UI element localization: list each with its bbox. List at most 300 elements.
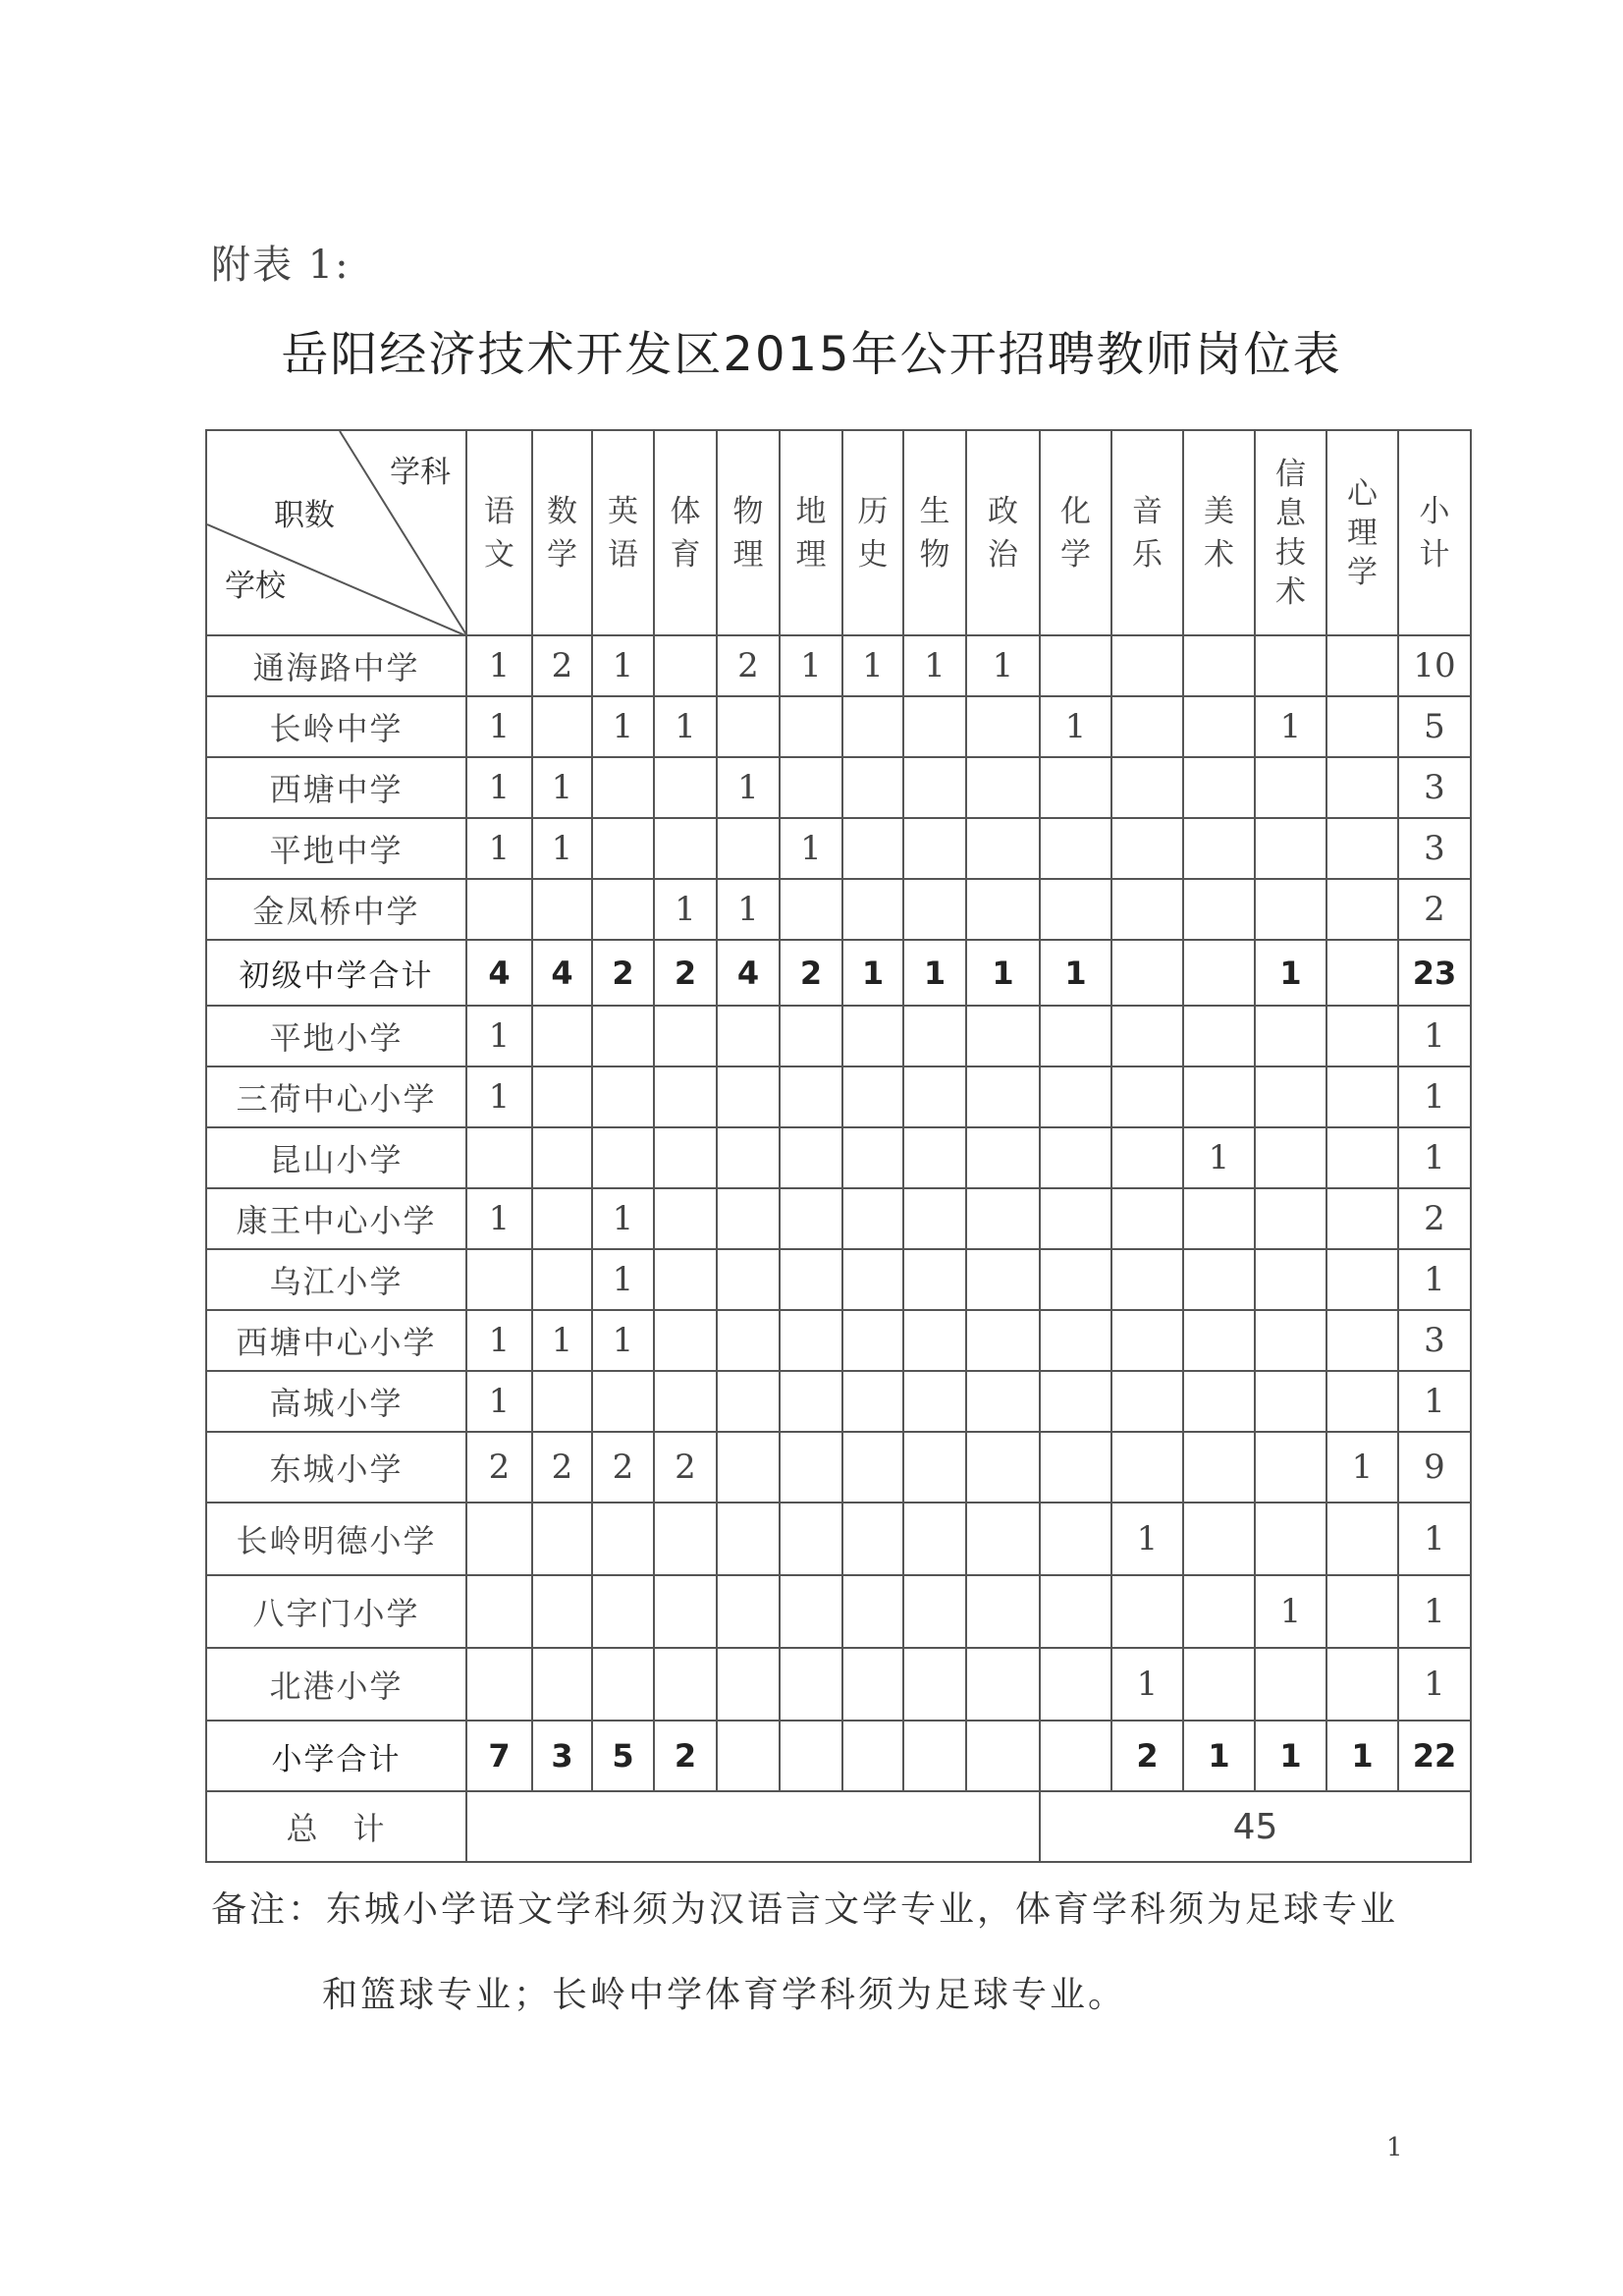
subject-header-label: 小计 <box>1419 493 1450 573</box>
count-cell <box>1326 1066 1398 1127</box>
count-cell <box>466 1575 532 1648</box>
count-cell <box>1326 1127 1398 1188</box>
count-cell <box>1255 1127 1326 1188</box>
count-cell <box>903 1503 966 1575</box>
total-row <box>206 1791 1471 1862</box>
count-cell <box>966 1188 1040 1249</box>
count-cell <box>1255 1006 1326 1066</box>
count-cell <box>966 1371 1040 1432</box>
note-line-2: 和篮球专业；长岭中学体育学科须为足球专业。 <box>322 1975 1127 2015</box>
school-name: 西塘中学 <box>206 757 466 818</box>
table-row <box>206 1006 1471 1066</box>
count-cell: 1 <box>1111 1503 1183 1575</box>
count-cell: 4 <box>532 940 592 1006</box>
count-cell <box>1111 1006 1183 1066</box>
count-cell <box>654 1066 717 1127</box>
subtotal-cell: 3 <box>1398 757 1471 818</box>
count-cell <box>1255 1371 1326 1432</box>
count-cell: 1 <box>1255 940 1326 1006</box>
count-cell <box>1326 635 1398 696</box>
table-row <box>206 1371 1471 1432</box>
count-cell <box>1183 1066 1255 1127</box>
count-cell <box>903 1310 966 1371</box>
count-cell <box>717 1249 780 1310</box>
count-cell: 2 <box>717 635 780 696</box>
count-cell <box>903 1371 966 1432</box>
count-cell: 1 <box>592 1249 654 1310</box>
count-cell: 2 <box>532 635 592 696</box>
total-blank-cell <box>466 1791 1040 1862</box>
table-row <box>206 635 1471 696</box>
count-cell <box>1255 1249 1326 1310</box>
table-row <box>206 696 1471 757</box>
count-cell <box>1040 1371 1111 1432</box>
count-cell <box>1183 757 1255 818</box>
count-cell <box>466 879 532 940</box>
subject-header-label: 体育 <box>670 493 701 573</box>
count-cell <box>654 1006 717 1066</box>
count-cell <box>466 1648 532 1721</box>
count-cell <box>1183 1503 1255 1575</box>
table-row <box>206 1249 1471 1310</box>
count-cell <box>532 1575 592 1648</box>
school-name: 通海路中学 <box>206 635 466 696</box>
subject-header <box>532 430 592 635</box>
school-name: 平地中学 <box>206 818 466 879</box>
count-cell <box>780 1503 842 1575</box>
count-cell <box>903 1721 966 1791</box>
subtotal-cell: 1 <box>1398 1006 1471 1066</box>
count-cell <box>1183 1006 1255 1066</box>
count-cell <box>592 818 654 879</box>
table-row <box>206 1503 1471 1575</box>
count-cell <box>1326 1371 1398 1432</box>
count-cell <box>1183 1648 1255 1721</box>
count-cell <box>966 1721 1040 1791</box>
count-cell <box>1040 818 1111 879</box>
count-cell <box>780 1648 842 1721</box>
count-cell: 2 <box>654 940 717 1006</box>
subtotal-cell: 5 <box>1398 696 1471 757</box>
subject-header <box>1040 430 1111 635</box>
school-name: 高城小学 <box>206 1371 466 1432</box>
subtotal-cell: 9 <box>1398 1432 1471 1503</box>
appendix-label: 附表 1: <box>211 243 351 288</box>
count-cell: 1 <box>903 635 966 696</box>
count-cell <box>1255 1188 1326 1249</box>
count-cell <box>1111 1188 1183 1249</box>
count-cell: 1 <box>466 1310 532 1371</box>
count-cell: 2 <box>466 1432 532 1503</box>
count-cell <box>654 818 717 879</box>
subtotal-cell: 1 <box>1398 1575 1471 1648</box>
subject-header <box>1183 430 1255 635</box>
count-cell <box>532 1503 592 1575</box>
corner-subject-label: 学科 <box>390 455 451 490</box>
count-cell <box>1111 757 1183 818</box>
count-cell <box>842 1006 903 1066</box>
count-cell <box>842 818 903 879</box>
count-cell <box>1111 1066 1183 1127</box>
count-cell <box>717 1188 780 1249</box>
count-cell <box>1111 1310 1183 1371</box>
table-row <box>206 1127 1471 1188</box>
count-cell <box>842 1575 903 1648</box>
subject-header-label: 生物 <box>919 493 950 573</box>
count-cell <box>1326 818 1398 879</box>
table-row <box>206 1066 1471 1127</box>
subject-header-label: 音乐 <box>1132 493 1163 573</box>
count-cell: 4 <box>466 940 532 1006</box>
count-cell: 1 <box>1255 1575 1326 1648</box>
subject-header <box>1255 430 1326 635</box>
subject-header <box>842 430 903 635</box>
count-cell: 2 <box>532 1432 592 1503</box>
count-cell: 5 <box>592 1721 654 1791</box>
subtotal-row <box>206 940 1471 1006</box>
count-cell <box>717 1310 780 1371</box>
note-line-1: 备注：东城小学语文学科须为汉语言文学专业，体育学科须为足球专业 <box>211 1889 1399 1930</box>
count-cell <box>1326 940 1398 1006</box>
count-cell <box>592 879 654 940</box>
count-cell <box>1111 1127 1183 1188</box>
count-cell <box>717 818 780 879</box>
count-cell <box>903 757 966 818</box>
count-cell <box>780 1127 842 1188</box>
count-cell <box>717 1503 780 1575</box>
count-cell <box>1183 879 1255 940</box>
count-cell <box>842 1648 903 1721</box>
school-name: 平地小学 <box>206 1006 466 1066</box>
subtotal-cell: 3 <box>1398 818 1471 879</box>
count-cell <box>1183 818 1255 879</box>
count-cell <box>1040 1432 1111 1503</box>
subject-header-label: 物理 <box>732 493 764 573</box>
school-name: 三荷中心小学 <box>206 1066 466 1127</box>
count-cell <box>1111 1432 1183 1503</box>
count-cell <box>1326 696 1398 757</box>
table-row <box>206 879 1471 940</box>
count-cell: 1 <box>1040 940 1111 1006</box>
count-cell <box>1111 818 1183 879</box>
count-cell <box>966 818 1040 879</box>
count-cell <box>1040 1188 1111 1249</box>
count-cell: 1 <box>1255 1721 1326 1791</box>
subtotal-cell: 1 <box>1398 1249 1471 1310</box>
count-cell <box>654 1648 717 1721</box>
count-cell <box>717 1066 780 1127</box>
count-cell <box>842 1310 903 1371</box>
table-row <box>206 1310 1471 1371</box>
count-cell: 7 <box>466 1721 532 1791</box>
count-cell <box>654 1127 717 1188</box>
count-cell <box>903 879 966 940</box>
count-cell <box>717 1648 780 1721</box>
table-row <box>206 757 1471 818</box>
count-cell: 1 <box>466 696 532 757</box>
count-cell <box>842 1721 903 1791</box>
count-cell <box>1255 1503 1326 1575</box>
count-cell <box>1326 1575 1398 1648</box>
count-cell <box>1255 757 1326 818</box>
count-cell <box>842 696 903 757</box>
count-cell <box>780 879 842 940</box>
count-cell <box>532 879 592 940</box>
count-cell <box>1040 1127 1111 1188</box>
subject-header <box>1111 430 1183 635</box>
count-cell <box>903 1066 966 1127</box>
count-cell <box>654 1575 717 1648</box>
count-cell <box>1040 1721 1111 1791</box>
count-cell <box>780 1432 842 1503</box>
count-cell <box>780 1249 842 1310</box>
school-name: 乌江小学 <box>206 1249 466 1310</box>
count-cell: 1 <box>966 635 1040 696</box>
count-cell: 1 <box>466 1188 532 1249</box>
school-name: 康王中心小学 <box>206 1188 466 1249</box>
count-cell <box>1255 635 1326 696</box>
count-cell <box>1040 1503 1111 1575</box>
count-cell <box>1040 1575 1111 1648</box>
count-cell: 1 <box>592 696 654 757</box>
count-cell <box>780 757 842 818</box>
count-cell <box>532 1127 592 1188</box>
count-cell <box>1040 879 1111 940</box>
corner-school-label: 学校 <box>225 569 286 604</box>
count-cell <box>842 1066 903 1127</box>
count-cell: 1 <box>903 940 966 1006</box>
count-cell: 1 <box>592 1188 654 1249</box>
count-cell <box>466 1503 532 1575</box>
subtotal-cell: 1 <box>1398 1503 1471 1575</box>
count-cell <box>1255 1648 1326 1721</box>
count-cell: 2 <box>592 940 654 1006</box>
count-cell <box>1183 940 1255 1006</box>
count-cell <box>1183 1575 1255 1648</box>
school-name: 初级中学合计 <box>206 940 466 1006</box>
subject-header-label: 心理学 <box>1347 475 1378 590</box>
count-cell <box>966 1249 1040 1310</box>
count-cell <box>842 1249 903 1310</box>
count-cell <box>966 757 1040 818</box>
count-cell: 2 <box>654 1432 717 1503</box>
school-name: 长岭中学 <box>206 696 466 757</box>
count-cell <box>903 1188 966 1249</box>
subject-header-label: 地理 <box>795 493 827 573</box>
count-cell <box>1040 757 1111 818</box>
count-cell <box>532 1648 592 1721</box>
count-cell <box>842 1432 903 1503</box>
header-row <box>206 430 1471 635</box>
count-cell: 4 <box>717 940 780 1006</box>
count-cell <box>1040 635 1111 696</box>
count-cell: 1 <box>466 1066 532 1127</box>
count-cell: 1 <box>466 757 532 818</box>
count-cell: 1 <box>966 940 1040 1006</box>
count-cell <box>717 1127 780 1188</box>
count-cell <box>592 1575 654 1648</box>
count-cell <box>966 1006 1040 1066</box>
count-cell <box>842 1503 903 1575</box>
subject-header <box>592 430 654 635</box>
count-cell <box>1255 1310 1326 1371</box>
count-cell <box>654 1371 717 1432</box>
count-cell <box>1183 1188 1255 1249</box>
count-cell: 1 <box>780 635 842 696</box>
table-row <box>206 818 1471 879</box>
count-cell: 1 <box>1326 1432 1398 1503</box>
count-cell <box>1183 696 1255 757</box>
count-cell: 1 <box>842 940 903 1006</box>
count-cell <box>1183 1310 1255 1371</box>
count-cell <box>717 1432 780 1503</box>
table-row <box>206 1432 1471 1503</box>
count-cell <box>1111 1371 1183 1432</box>
count-cell <box>780 1006 842 1066</box>
count-cell <box>903 1249 966 1310</box>
count-cell <box>903 1006 966 1066</box>
document-title: 岳阳经济技术开发区2015年公开招聘教师岗位表 <box>281 327 1342 382</box>
subtotal-cell: 22 <box>1398 1721 1471 1791</box>
count-cell <box>842 879 903 940</box>
subject-header-label: 语文 <box>484 493 514 573</box>
count-cell <box>532 1006 592 1066</box>
total-label: 总 计 <box>206 1791 466 1862</box>
count-cell <box>903 1127 966 1188</box>
count-cell <box>592 1503 654 1575</box>
count-cell <box>654 1310 717 1371</box>
count-cell: 1 <box>1326 1721 1398 1791</box>
subject-header-label: 信息技术 <box>1275 456 1306 610</box>
count-cell <box>532 696 592 757</box>
count-cell <box>717 696 780 757</box>
count-cell <box>780 1575 842 1648</box>
school-name: 小学合计 <box>206 1721 466 1791</box>
count-cell: 1 <box>1111 1648 1183 1721</box>
subject-header-label: 英语 <box>608 493 638 573</box>
school-name: 西塘中心小学 <box>206 1310 466 1371</box>
subject-header-label: 历史 <box>857 493 889 573</box>
count-cell <box>842 1188 903 1249</box>
count-cell <box>966 1432 1040 1503</box>
count-cell <box>1040 1249 1111 1310</box>
count-cell <box>966 1648 1040 1721</box>
count-cell <box>966 1310 1040 1371</box>
count-cell <box>842 1371 903 1432</box>
count-cell <box>1111 940 1183 1006</box>
count-cell <box>966 879 1040 940</box>
subject-header-label: 数学 <box>547 493 577 573</box>
subject-header <box>654 430 717 635</box>
count-cell <box>1255 1432 1326 1503</box>
subject-header <box>903 430 966 635</box>
corner-header-cell <box>206 430 466 635</box>
count-cell: 1 <box>466 635 532 696</box>
count-cell <box>842 757 903 818</box>
subtotal-cell: 10 <box>1398 635 1471 696</box>
count-cell <box>903 1575 966 1648</box>
count-cell: 1 <box>1183 1127 1255 1188</box>
count-cell <box>1326 1310 1398 1371</box>
count-cell <box>780 1721 842 1791</box>
subtotal-row <box>206 1721 1471 1791</box>
count-cell: 3 <box>532 1721 592 1791</box>
count-cell <box>592 757 654 818</box>
count-cell <box>842 1127 903 1188</box>
table-row <box>206 1188 1471 1249</box>
count-cell <box>966 696 1040 757</box>
count-cell: 1 <box>532 757 592 818</box>
subtotal-cell: 2 <box>1398 1188 1471 1249</box>
count-cell <box>654 635 717 696</box>
subtotal-cell: 1 <box>1398 1371 1471 1432</box>
count-cell <box>1326 1503 1398 1575</box>
count-cell <box>1111 1249 1183 1310</box>
count-cell <box>1326 757 1398 818</box>
count-cell <box>966 1503 1040 1575</box>
count-cell <box>1183 635 1255 696</box>
corner-count-label: 职数 <box>274 498 335 533</box>
count-cell <box>717 1575 780 1648</box>
count-cell <box>1111 1575 1183 1648</box>
count-cell <box>903 1648 966 1721</box>
count-cell <box>1326 879 1398 940</box>
school-name: 八字门小学 <box>206 1575 466 1648</box>
count-cell <box>592 1066 654 1127</box>
table-row <box>206 1575 1471 1648</box>
count-cell <box>532 1249 592 1310</box>
count-cell <box>466 1127 532 1188</box>
subtotal-cell: 1 <box>1398 1648 1471 1721</box>
count-cell <box>717 1721 780 1791</box>
count-cell <box>1255 1066 1326 1127</box>
count-cell <box>903 818 966 879</box>
count-cell <box>592 1006 654 1066</box>
count-cell: 1 <box>780 818 842 879</box>
count-cell <box>532 1188 592 1249</box>
subject-header-label: 美术 <box>1204 493 1234 573</box>
school-name: 东城小学 <box>206 1432 466 1503</box>
count-cell <box>780 1188 842 1249</box>
count-cell <box>654 757 717 818</box>
subject-header <box>1326 430 1398 635</box>
count-cell: 1 <box>717 757 780 818</box>
count-cell <box>654 1188 717 1249</box>
count-cell: 1 <box>654 879 717 940</box>
count-cell <box>654 1249 717 1310</box>
count-cell: 1 <box>592 635 654 696</box>
school-name: 昆山小学 <box>206 1127 466 1188</box>
subject-header <box>717 430 780 635</box>
subtotal-cell: 1 <box>1398 1127 1471 1188</box>
school-name: 北港小学 <box>206 1648 466 1721</box>
count-cell <box>717 1006 780 1066</box>
total-value: 45 <box>1040 1791 1471 1862</box>
count-cell <box>592 1648 654 1721</box>
count-cell: 1 <box>1255 696 1326 757</box>
recruitment-table <box>205 429 1472 1863</box>
count-cell <box>903 1432 966 1503</box>
count-cell <box>1183 1371 1255 1432</box>
count-cell <box>966 1127 1040 1188</box>
subject-header <box>466 430 532 635</box>
count-cell <box>780 1371 842 1432</box>
count-cell: 1 <box>842 635 903 696</box>
count-cell <box>1255 879 1326 940</box>
count-cell: 1 <box>654 696 717 757</box>
count-cell <box>1040 1006 1111 1066</box>
subject-header-label: 化学 <box>1060 493 1091 573</box>
